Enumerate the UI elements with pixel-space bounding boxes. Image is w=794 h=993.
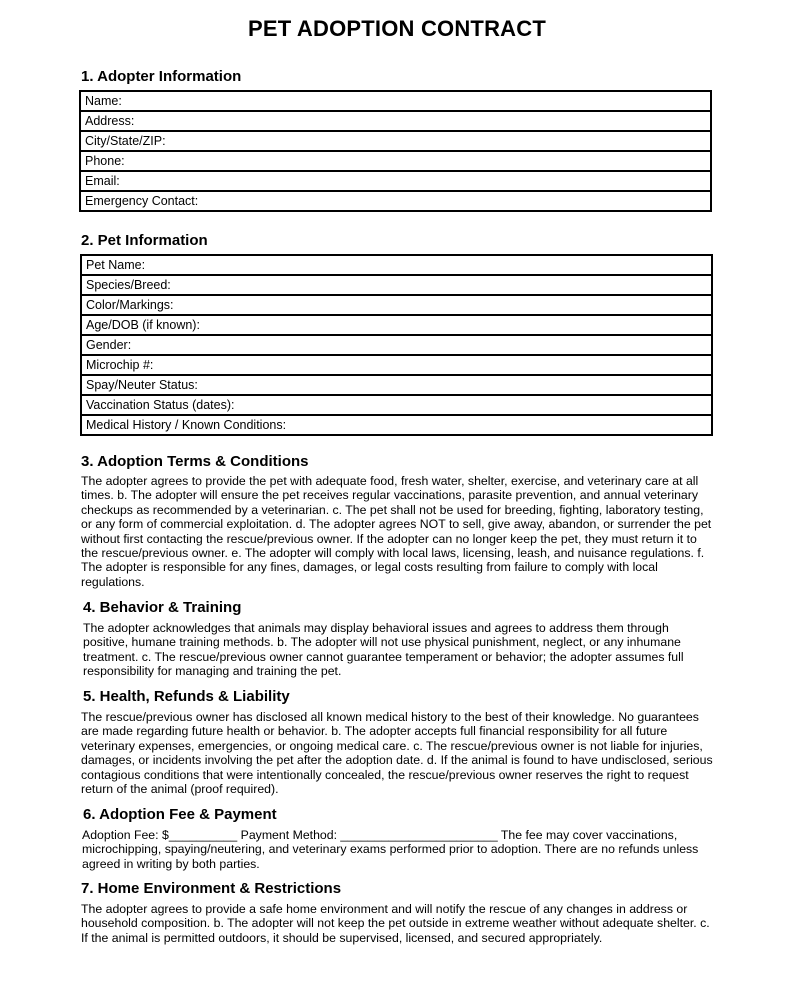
- terms-paragraph: The adopter agrees to provide the pet with adequate food, fresh water, shelter, exercise, and veterinary care at all times. b. The adopter will ensure the pet receives regular vaccinations, parasite prevention, and annual veterinary checkups as recommended by a veterinarian. c. The pet shall not be used for breeding, fighting, laboratory testing, or any form of commercial exploitation. d. The adopter agrees NOT to sell, give away, abandon, or surrender the pet without first contacting the rescue/previous owner. If the adopter can no longer keep the pet, they must return it to the rescue/previous owner. e. The adopter will comply with local laws, licensing, leash, and nuisance regulations. f. The adopter is responsible for any fines, damages, or legal costs resulting from failure to comply with local regulations.: [81, 474, 712, 589]
- pet-species-breed-field[interactable]: Species/Breed:: [82, 276, 711, 296]
- pet-name-field[interactable]: Pet Name:: [82, 256, 711, 276]
- pet-vaccination-field[interactable]: Vaccination Status (dates):: [82, 396, 711, 416]
- section-heading-health: 5. Health, Refunds & Liability: [83, 688, 290, 705]
- adopter-emergency-contact-field[interactable]: Emergency Contact:: [85, 194, 199, 208]
- home-paragraph: The adopter agrees to provide a safe home environment and will notify the rescue of any changes in address or household composition. b. The adopter will not keep the pet outside in extreme weather without adequate shelter. c. If the animal is permitted outdoors, it should be supervised, licensed, and secured appropriately.: [81, 902, 710, 945]
- fee-paragraph: Adoption Fee: $__________ Payment Method: _______________________ The fee may cover vaccinations, microchipping, spaying/neutering, and veterinary exams performed prior to adoption. There are no refunds unless agreed in writing by both parties.: [82, 828, 699, 871]
- adopter-address-field[interactable]: Address:: [81, 112, 710, 132]
- pet-color-markings-field[interactable]: Color/Markings:: [82, 296, 711, 316]
- section-heading-adopter: 1. Adopter Information: [81, 68, 242, 85]
- pet-info-form: [80, 254, 713, 436]
- pet-spay-neuter-field[interactable]: Spay/Neuter Status:: [82, 376, 711, 396]
- health-paragraph: The rescue/previous owner has disclosed all known medical history to the best of their knowledge. No guarantees are made regarding future health or behavior. b. The adopter accepts full financial responsibility for all future veterinary expenses, emergencies, or ongoing medical care. c. The rescue/previous owner is not liable for injuries, damages, or incidents involving the pet after the adoption date. d. If the animal is found to have undisclosed, serious contagious conditions that were intentionally concealed, the rescue/previous owner reserves the right to request return of the animal (proof required).: [81, 710, 713, 797]
- adopter-phone-field[interactable]: Phone:: [81, 152, 710, 172]
- section-heading-pet: 2. Pet Information: [81, 232, 208, 249]
- section-heading-home: 7. Home Environment & Restrictions: [81, 880, 342, 897]
- adopter-email-field[interactable]: Email:: [81, 172, 710, 192]
- adopter-name-field[interactable]: Name:: [81, 92, 710, 112]
- section-heading-fee: 6. Adoption Fee & Payment: [83, 806, 277, 823]
- section-heading-terms: 3. Adoption Terms & Conditions: [81, 453, 309, 470]
- adopter-city-state-zip-field[interactable]: City/State/ZIP:: [81, 132, 710, 152]
- pet-age-dob-field[interactable]: Age/DOB (if known):: [82, 316, 711, 336]
- behavior-paragraph: The adopter acknowledges that animals may display behavioral issues and agrees to address them through positive, humane training methods. b. The adopter will not use physical punishment, neglect, or any inhumane treatment. c. The rescue/previous owner cannot guarantee temperament or behavior; the adopter assumes full responsibility for managing and training the pet.: [83, 621, 684, 679]
- document-title: PET ADOPTION CONTRACT: [248, 16, 546, 41]
- pet-microchip-field[interactable]: Microchip #:: [82, 356, 711, 376]
- pet-gender-field[interactable]: Gender:: [82, 336, 711, 356]
- pet-medical-history-field[interactable]: Medical History / Known Conditions:: [86, 418, 287, 432]
- section-heading-behavior: 4. Behavior & Training: [83, 599, 242, 616]
- adopter-info-form: [79, 90, 712, 212]
